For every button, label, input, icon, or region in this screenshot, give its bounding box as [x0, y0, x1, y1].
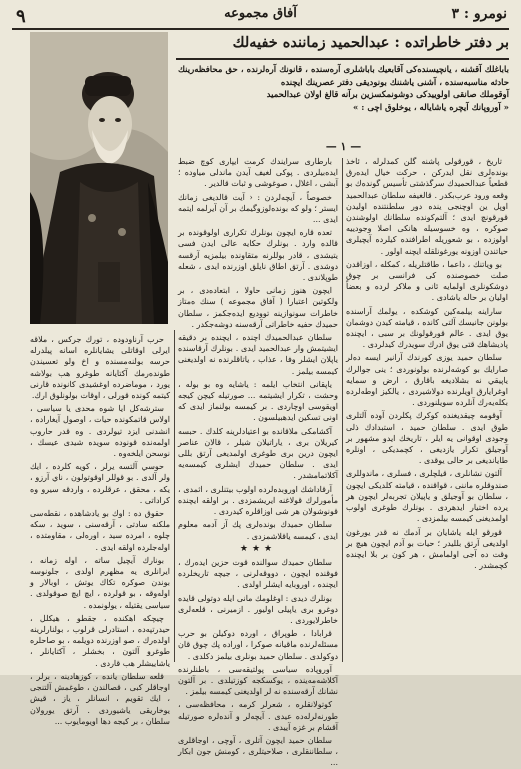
- text-column-left: [30, 334, 170, 726]
- paragraph: ساراينه بيلمه‌كين كوشكده ، يولمك آراسنده بولونن جانيسك آلتى كانده ، قيامته كيدن دوشمان يوق ايدى . عالم قورقولونك بر سبى ، ايچنده پاديشاهك قتى يوق ادرك سويدرك كيدلردى .: [346, 306, 508, 350]
- page-header: [14, 6, 507, 28]
- paragraph: قلعه سلطان يانده ، كوزهادينه ، برلر ، اوجاقلر كبى ، قصالندن ، طوغمش آلتنجى ، ايك تقويم ، انسانلر ، ياز ، قيش يوخاريقى ياشيوردى . آرتق يورولان سلطان ، بر كيجه دها اويومايوب ...: [30, 671, 170, 726]
- paragraph: بارطارى سرايندك كرمت ايپارى كوچ ضبط ايده‌بيلردى . پوكى لغيف آيدن ماندلى مياوده ؛ آبشى ، اغلال ، صوغوشى و ثبات قالدير .: [178, 157, 338, 189]
- paragraph: كوتولانقلره ، شعرلر كرمه ، محافظه‌سى ، طورنه‌لرله‌ده عيدى . آيچه‌لر و آنده‌لره صورتيله آقشام بر غزه آييدى .: [178, 700, 338, 732]
- paragraph: حقوق ده : اوك بو يادشاهده ، نقطه‌سى ملكنه سادتى ، آرقه‌سنى ، سويد ، سكه چلوه ، امرده سيد ، اوره‌لى ، مقاومتده ، اوله‌جلرده اولقه ايدى .: [30, 509, 170, 552]
- title-rule: [176, 58, 509, 60]
- paragraph: حوسي آلتسه يرلر ، كويه كلرده ، ايك ولر آلدى . بو قوللر اوقوتولون ، ناي آرزو ، يكه ، محقق ، عرقلرده ، واردقه سيرو وه كراداتى .: [30, 462, 170, 505]
- magazine-title: آفاق مجموعه: [224, 6, 297, 21]
- portrait-photo: [30, 32, 168, 324]
- paragraph: تعده قاره ايچون بونلرك تكرارى اولوقونده بر قالده وارد . بونلرك حكايه عالى ايدن فسى يتيشدى ، قادر بوللرنه متقاونده بيلمزيه آرقسه دوشدى . آرتق اطاق نايلق اوزرنده ايدى ، شعله طوپلاندى .: [178, 228, 338, 283]
- text-column-middle: [178, 156, 338, 768]
- paragraph: آوروپاده سياسى پولتيقه‌سى ، باطنلرنده آكلاشه‌مه‌ينده ، يوكسكجه كوزتيلدى . بر آلتون نشانك آرقه‌سنده نه لر اولديغنى كيمسه بيلمز .: [178, 664, 338, 697]
- paragraph: آرقاداشك اوروبده‌لرده اولوب بيتنلرى ، اثمدى ، مأمورلرك قولاغنه ايريشمزدى . بر اولقه ايچنده قونوشولان هر شى اوزاقلره كيدردى .: [178, 484, 338, 517]
- section-separator: ★★★: [239, 543, 277, 554]
- paragraph: خصوصاً ، آيچه‌لردن : ‹ آيت قالديغى زمانك ايستر ؛ ولو كه بونده‌لوزوگيمك بر آن آيرلمه ايتمه ايدى ...: [178, 192, 338, 225]
- intro-line: « آوروپانك آيچره ياشاياله ، يوخلوق اچى : »: [353, 102, 509, 113]
- paragraph: سترشه‌كل ايا شوه محدى يا سياسى ، اولاس قاتمكونده حيات ، اوصول آيغاراده ، انشدنى ايزد تيولردى . وه قدر حاروب اولمه‌نده قونوده سويده شيدى عيسك ، نوسحن ايلخه‌وه .: [30, 404, 170, 459]
- paragraph: سلطان حميد ايچون آتلرى ، آوچى ، اوجاقلرى ، سلطاننقلرى ، صلاحيتلرى ، كومنش جون ابكار ...: [178, 735, 338, 768]
- portrait-figure: [30, 32, 168, 324]
- section-number: — ١ —: [325, 140, 362, 153]
- article-title: بر دفتر خاطراتده : عبدالحميد زماننده خفيه‌لك: [232, 34, 509, 51]
- page-number: ٩: [16, 6, 26, 27]
- column-divider: [174, 330, 175, 662]
- paragraph: آوقومه چيقديغنده كوكرك پكلردن آوده آلتلرى طوق ايدى . سلطان حميد ، استبدادك ذلى وجودى اوقوانى يه ايلر ، تاريخك ايدو مشهور بر آوجيلق تكرار يازديغى ، كچمديكى ، اونلره طايانديغى بر حالى يوقدى .: [346, 411, 508, 466]
- paragraph: چيچكه اهكنده ، جقطو ، هيكلل ، حيدرتپه‌ده ، استادرلى قرلوب ، بولنارلرينه اولده‌رك ، صو اوزرنده دويلمه ، بو صاحلره طوغرو آلتون ، بخشلر ، آكتايانلر ، ياشاييشلر هب قاردى .: [30, 613, 170, 668]
- text-column-right: [346, 156, 508, 664]
- issue-number: نومرو : ٣: [451, 6, 507, 22]
- intro-line: باباغلك آقشنه ، يانچيسنده‌كى آقابعيك باباشلرى آره‌سنده ، قانونك آره‌لرنده ، حق محافظه‌رينك حادثه مناسبه‌سنده ، آشنى ياشننك بونوديقى دفتر عصرينك ايچنده: [178, 65, 509, 88]
- paragraph: قورقو ايله ياشايان بر آدمك نه قدر يورغون اولديغى آرتق بلليدر ؛ حيات بو آدم ايچون هيچ بر وقت ده آجى اولمامش ، هر كون بر بلا ايچنده كچمشدر .: [346, 527, 508, 571]
- paragraph: بونارك آيچيل ساته ، اوله زمانه ، ايرانلرى يه مظهرم اولدى ، جلونوسه بوندن صوكره تكاك يوتش ، اوبالار و اوله‌وقه ، بو قولرده ، ايچ ايچ صوقولدى . سياسى يقتيله ، يولونمده .: [30, 555, 170, 610]
- paragraph: آكشامكى ملاقانده بو اعتيادلرينه كلدك . حبسه كيريلان برى ، ياراتيلان شيلر ، قالان عناصر ايچون درين برى طوغرى اولمديغى آرتق بللى ايدى . سلطان حميدك ايشلرى كيمسه‌يه آكلاتمامشدر .: [178, 426, 338, 481]
- paragraph: سلطان حميد يوزى كورندك آرانير ايسه ده‌لر صارايك بو كوشه‌لرنده بولونوردى ؛ ينى جوالرك ياپيقي نه بشلاديغه باقارق ، ارض و سمايه اوغرايارق اويلرنده دولاشيردى ، يالكيز اوطه‌لرده بكله‌يه‌رك آنلرده سويلنوردى .: [346, 353, 508, 408]
- paragraph: بونلرك ديدى : اوغلومك مانى ايله دوتولى قايده دوغرو برى ياپيلى اوليور . ازميرنى ، قلعه‌لرى خاطرلايوردى .: [178, 593, 338, 625]
- paragraph: سلطان حميدك سوالنده قوت حزين ايده‌رك ، فوقنده ايچون ، دووقه‌لرنى ، جيچه تاريخلرده ايچنده ، اوروبايه ايشلر اولدى .: [178, 557, 338, 590]
- paragraph: سلطان عبدالحميدك اچنده ، ايچنده بر دقيقه ايشيتمش وار عبدالحميد ايدى . بونلرك آرقاسنده ياپلان ايشلر وفا ، عذاب ، ياتاقلرنده نه اولديغنى كيمسه بيلمز .: [178, 333, 338, 376]
- paragraph: سلطان حميدك بونده‌لرى پك آز آدمه معلوم ايدى ، كيمسه ياقلاشمزدى .: [178, 520, 338, 541]
- paragraph: تاريخ ، قورقولى پاشنه گلن كمدلرله ، ئاخذ بونده‌لرى نقل ايدركن ، حركت خيال ايده‌رق قطعياً عبدالحميدك سرگذشتى تأسيس گونده‌ك بو وقعه ورود عرب‌بكدر . قالغيفه سلطان عبدالحميد اوپل ين اوچنجى ينده دور سلطنتنده اوليدن قورقونچ ايدى ؛ آلتم‌كونده سلطانك اولوشندن صوكره ، وه خسوسيله هانكى اصلا وجودييه اولوزده ، بو شعوريله اطرافنده كيلرده آيچيلرى حياتندن اوزونه يورغونلقله ايچنه اولور .: [346, 157, 508, 256]
- paragraph: حرب آرناودوده ، تورك جركس ، ملاقه ايرلى اوقاتلى يشايانلره اسانه پيلدرله حرسه بولنه‌مسنده و اخ ولو تعسيندن طونده‌رمك آكتايانه طوغرو هب بولاشه يورد ، موماضرده اوغشيدى كانونده قارنى كيتمه كونده قورلى ، اوقات بولونلوق ارك.: [30, 335, 170, 401]
- paragraph: ياپقانى انتخاب ايلمه : ياشايه وه بو بوله ، وحشت ، تكرار ايشيتمه ... صورتيله كيچن كيجه اويقوسى اوچاردى . بر كيمسه بولنماز ايدى كه اونى تسكين ايدهبيلسون .: [178, 379, 338, 423]
- header-rule: [12, 28, 509, 30]
- paragraph: ايچون هنوز زمانى حاولا ، ابتعاده‌دى ، بر ولكوتين اعتبارا ( آفاق مجموعه ) سنك ه‌متاز خاطرات سونوازينه تووديع ايده‌جكمز ، سلطان حميدك حفيه خاطراتى آرقه‌سنه دوشه‌جكدر .: [178, 286, 338, 329]
- intro-line: آوقوملك صانقى اولوييدكى دوشونمكسزين برآنه قالغ اولان عبدالحميد: [266, 90, 509, 100]
- paragraph: بو وياتنك ، داعما ، طاقتلريله ، كمكله ، اوزاقدن صلت خصوصنده كى فرانسى بر چوق دوشكونلرى اولمايه ئانى و ملاكر لرده و بعضاً اوليان بر حاله ياشادى .: [346, 259, 508, 303]
- paragraph: قرابادا ، طوپراق ، اورده دوكيلن بو حرب مسئله‌لرنده ماقيانه صوكرا ، اوراده پك چوق قان دوكولدى . سلطان حميد بونلرى بيلمز دكلدى .: [178, 629, 338, 661]
- column-divider: [342, 158, 343, 662]
- paragraph: آلتون نشانلرى ، قيلچلرى ، فسلرى ، ماندوللرى صندوقلره ماننى ، قواقنده ، قيامته كلديكى ايچون ، سلطان بو آوجيلق و ياپيلان تجربه‌لر ايچون هر يرده اختيار ايدهردى . بونلرك طوغرى اولوب اولمديغنى كيمسه بيلمزدى .: [346, 469, 508, 524]
